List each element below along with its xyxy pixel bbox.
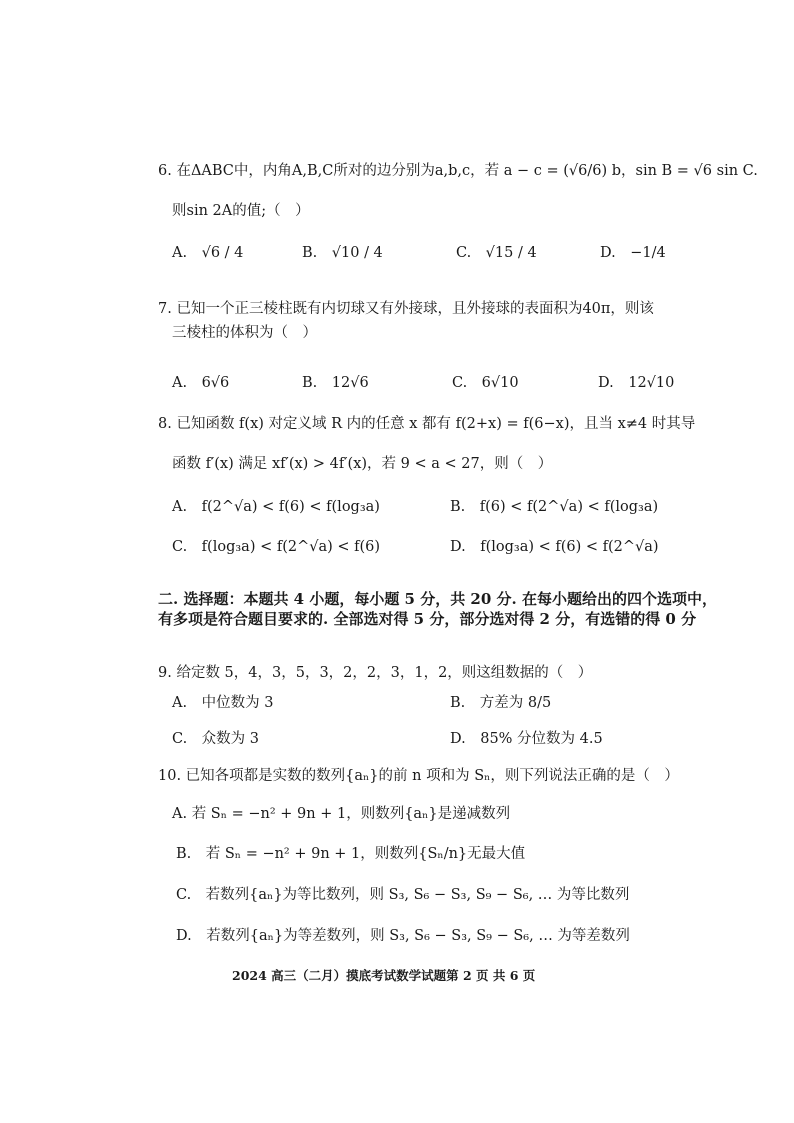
q9-option-b: B. 方差为 8/5 [450, 695, 552, 711]
q8-option-d: D. f(log₃a) < f(6) < f(2^√a) [450, 539, 659, 555]
q9-option-a: A. 中位数为 3 [172, 695, 274, 711]
q7-option-c: C. 6√10 [452, 375, 519, 391]
q8-option-b: B. f(6) < f(2^√a) < f(log₃a) [450, 499, 659, 515]
q10-option-b: B. 若 Sₙ = −n² + 9n + 1，则数列{Sₙ/n}无最大值 [176, 846, 526, 862]
q8-stem: 8. 已知函数 f(x) 对定义域 R 内的任意 x 都有 f(2+x) = f(6−x)，且当 x≠4 时其导 [158, 416, 696, 432]
q6-option-b: B. √10 / 4 [302, 245, 383, 261]
q10-option-a: A. 若 Sₙ = −n² + 9n + 1，则数列{aₙ}是递减数列 [172, 806, 511, 822]
q7-stem: 7. 已知一个正三棱柱既有内切球又有外接球，且外接球的表面积为40π，则该 [158, 301, 654, 317]
section2-heading-line1: 二. 选择题：本题共 4 小题，每小题 5 分，共 20 分. 在每小题给出的四个选项中， [158, 590, 717, 608]
q10-stem: 10. 已知各项都是实数的数列{aₙ}的前 n 项和为 Sₙ，则下列说法正确的是（ ） [158, 768, 679, 784]
q6-stem-cont: 则sin 2A的值;（ ） [172, 203, 310, 219]
q9-stem: 9. 给定数 5，4，3，5，3，2，2，3，1，2，则这组数据的（ ） [158, 665, 593, 681]
q7-stem-cont: 三棱柱的体积为（ ） [172, 325, 317, 341]
q6-option-c: C. √15 / 4 [456, 245, 537, 261]
q10-option-c: C. 若数列{aₙ}为等比数列，则 S₃, S₆ − S₃, S₉ − S₆, … 为等比数列 [176, 887, 630, 903]
q6-stem: 6. 在ΔABC中，内角A,B,C所对的边分别为a,b,c，若 a − c = (√6/6) b，sin B = √6 sin C. [158, 163, 758, 179]
q9-option-c: C. 众数为 3 [172, 731, 260, 747]
section2-heading-line2: 有多项是符合题目要求的. 全部选对得 5 分，部分选对得 2 分，有选错的得 0 分 [158, 610, 697, 628]
q7-option-d: D. 12√10 [598, 375, 675, 391]
q6-option-a: A. √6 / 4 [172, 245, 244, 261]
q9-option-d: D. 85% 分位数为 4.5 [450, 731, 603, 747]
q7-option-b: B. 12√6 [302, 375, 369, 391]
q8-stem-cont: 函数 f′(x) 满足 xf′(x) > 4f′(x)，若 9 < a < 27，则（ ） [172, 456, 553, 472]
q6-option-d: D. −1/4 [600, 245, 666, 261]
q10-option-d: D. 若数列{aₙ}为等差数列，则 S₃, S₆ − S₃, S₉ − S₆, … 为等差数列 [176, 928, 630, 944]
page-footer: 2024 高三（二月）摸底考试数学试题第 2 页 共 6 页 [232, 968, 536, 983]
q8-option-a: A. f(2^√a) < f(6) < f(log₃a) [172, 499, 380, 515]
q8-option-c: C. f(log₃a) < f(2^√a) < f(6) [172, 539, 381, 555]
q7-option-a: A. 6√6 [172, 375, 230, 391]
